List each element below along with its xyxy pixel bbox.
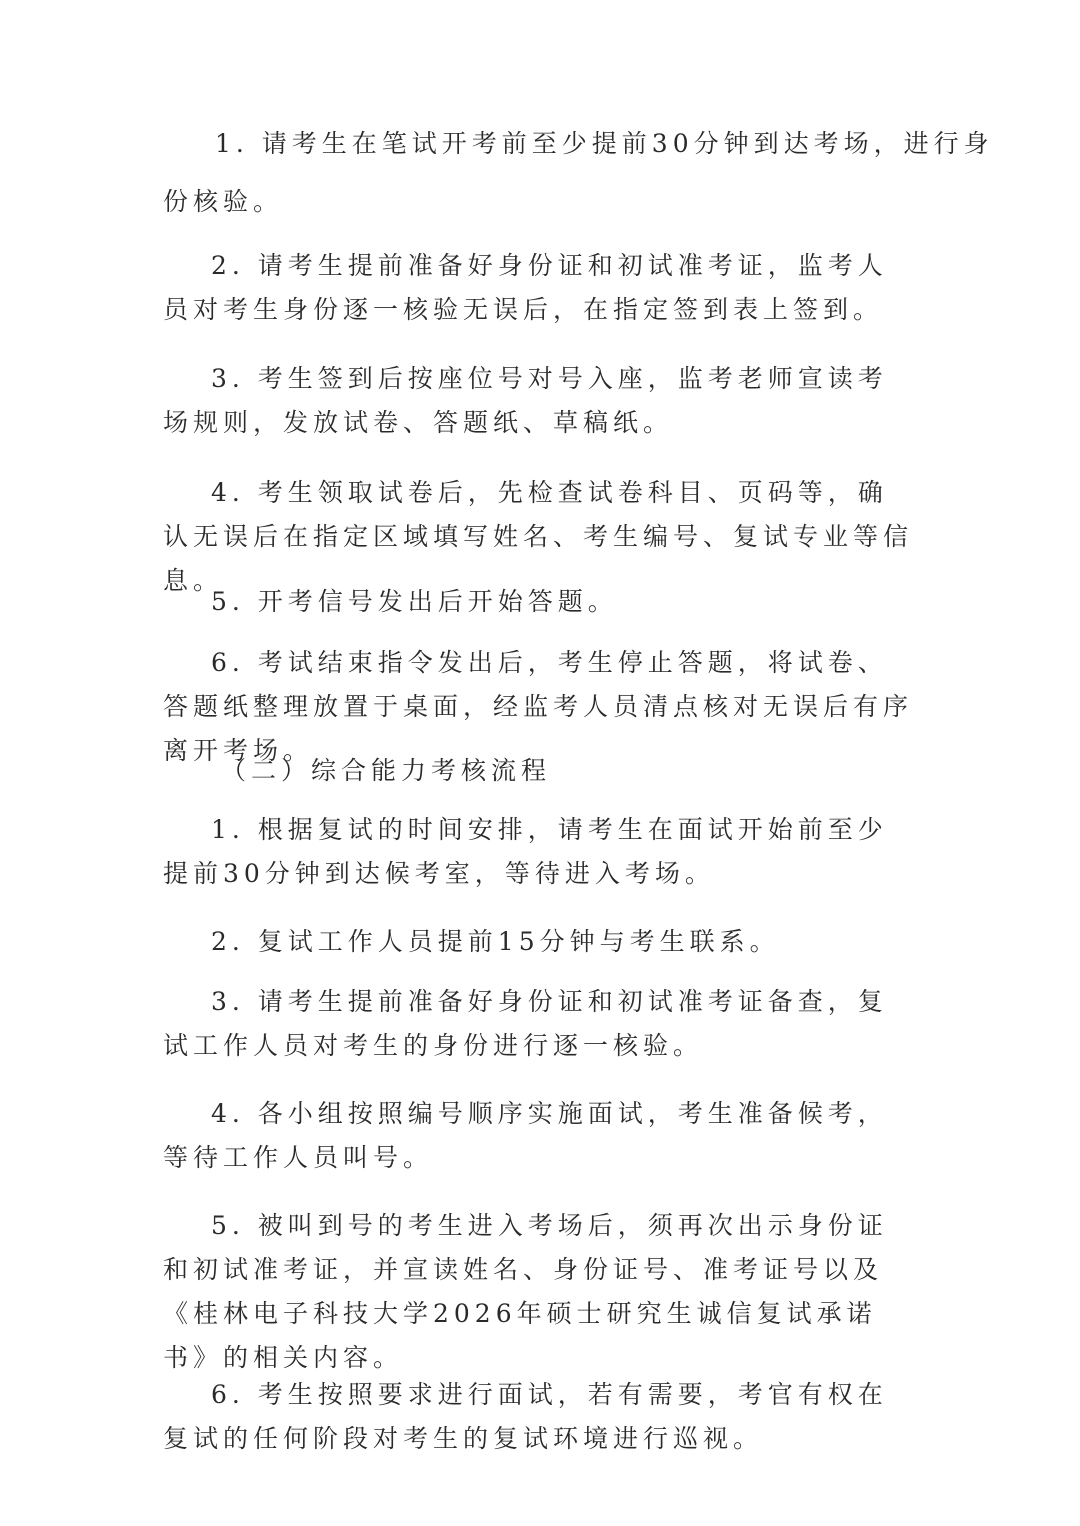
- written-item-3: 3. 考生签到后按座位号对号入座，监考老师宣读考场规则，发放试卷、答题纸、草稿纸。: [163, 364, 888, 437]
- comprehensive-item-3: 3. 请考生提前准备好身份证和初试准考证备查，复试工作人员对考生的身份进行逐一核验。: [163, 987, 888, 1060]
- comprehensive-item-1: 1. 根据复试的时间安排，请考生在面试开始前至少提前30分钟到达候考室，等待进入考场。: [163, 815, 888, 888]
- written-item-1-line-1: 1. 请考生在笔试开考前至少提前30分钟到达考场，进行身: [215, 129, 994, 158]
- section-heading: （二）综合能力考核流程: [221, 756, 552, 785]
- comprehensive-item-5: 5. 被叫到号的考生进入考场后，须再次出示身份证和初试准考证，并宣读姓名、身份证号、准考证号以及《桂林电子科技大学2026年硕士研究生诚信复试承诺书》的相关内容。: [163, 1211, 888, 1372]
- comprehensive-item-6: 6. 考生按照要求进行面试，若有需要，考官有权在复试的任何阶段对考生的复试环境进行巡视。: [163, 1380, 888, 1453]
- comprehensive-item-4: 4. 各小组按照编号顺序实施面试，考生准备候考，等待工作人员叫号。: [163, 1099, 888, 1172]
- comprehensive-item-2: 2. 复试工作人员提前15分钟与考生联系。: [211, 927, 780, 956]
- written-item-2: 2. 请考生提前准备好身份证和初试准考证，监考人员对考生身份逐一核验无误后，在指定签到表上签到。: [163, 251, 888, 324]
- written-item-4: 4. 考生领取试卷后，先检查试卷科目、页码等，确认无误后在指定区域填写姓名、考生编号、复试专业等信息。: [163, 478, 914, 595]
- written-item-5: 5. 开考信号发出后开始答题。: [211, 587, 618, 616]
- written-item-1-line-2: 份核验。: [163, 187, 284, 216]
- written-item-6: 6. 考试结束指令发出后，考生停止答题，将试卷、答题纸整理放置于桌面，经监考人员清点核对无误后有序离开考场。: [163, 648, 914, 765]
